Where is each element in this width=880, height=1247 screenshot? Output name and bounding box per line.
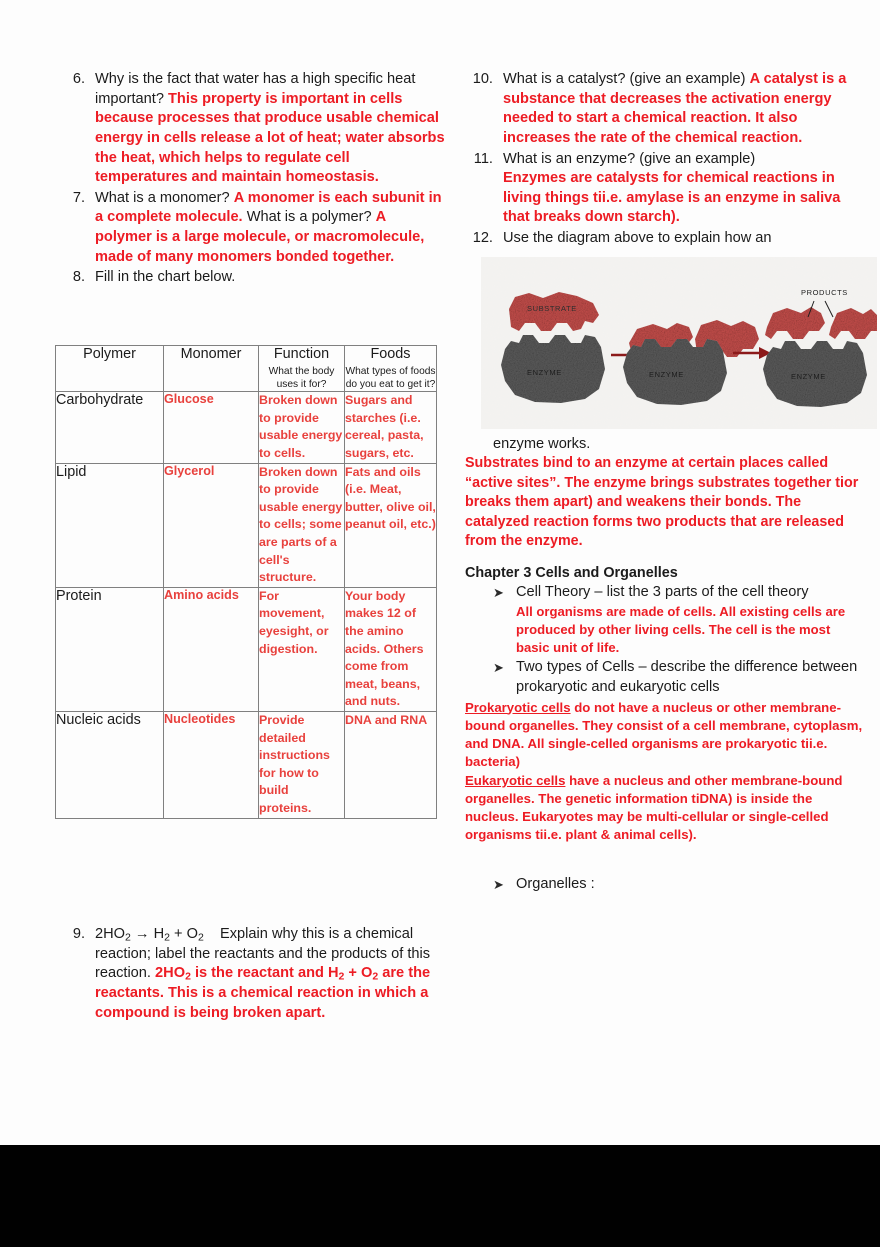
equation-product-2-sub: 2 bbox=[197, 931, 204, 944]
question-9 bbox=[55, 925, 445, 1023]
prokaryotic-answer bbox=[465, 699, 863, 772]
cell-function: Provide detailed instructions for how to build proteins. bbox=[259, 712, 345, 819]
bullet-organelles-label: Organelles : bbox=[516, 875, 595, 892]
question-9-equation bbox=[95, 926, 204, 942]
question-6-answer: This property is important in cells because processes that produce usable chemical energy in cells release a lot of heat; water absorbs the heat, which helps to regulate cell temperatures and maintain homeostasis. bbox=[95, 90, 445, 186]
table-row bbox=[56, 587, 437, 711]
panel-1-substrate-approaching bbox=[501, 292, 605, 403]
cell-function: Broken down to provide usable energy to cells. bbox=[259, 392, 345, 463]
question-7-answer-b: A polymer is a large molecule, or macromolecule, made of many monomers bonded together. bbox=[95, 209, 425, 265]
answer-reactant: 2HO bbox=[155, 965, 186, 982]
question-8 bbox=[55, 268, 445, 288]
equation-product-1-sub: 2 bbox=[164, 931, 170, 944]
column-header-function-sublabel: What the body uses it for? bbox=[268, 365, 335, 390]
answer-sub-2: 2 bbox=[338, 970, 345, 983]
question-12 bbox=[463, 229, 863, 249]
enzyme-label-1: ENZYME bbox=[527, 367, 562, 377]
arrow-bullet-icon: ➤ bbox=[493, 585, 504, 601]
bullet-organelles bbox=[463, 875, 863, 895]
question-10-number: 10. bbox=[472, 71, 493, 87]
cell-foods: Your body makes 12 of the amino acids. Others come from meat, beans, and nuts. bbox=[345, 587, 437, 711]
polymer-chart bbox=[55, 345, 436, 819]
cell-monomer: Amino acids bbox=[164, 587, 259, 711]
equation-product-2: + O bbox=[174, 926, 198, 942]
table-row bbox=[56, 392, 437, 463]
eukaryotic-answer bbox=[465, 772, 863, 845]
enzyme-diagram-svg bbox=[481, 257, 877, 429]
cell-foods: Fats and oils (i.e. Meat, butter, olive oil, peanut oil, etc.) bbox=[345, 463, 437, 587]
question-11 bbox=[463, 150, 863, 229]
cell-foods: DNA and RNA bbox=[345, 712, 437, 819]
cell-polymer: Lipid bbox=[56, 463, 164, 587]
question-9-text: Explain why this is a chemical reaction; label the reactants and the products of this reaction. bbox=[95, 926, 431, 982]
bullet-two-types-of-cells bbox=[463, 658, 863, 697]
question-9-block bbox=[55, 925, 445, 1024]
question-8-number: 8. bbox=[72, 269, 85, 286]
products-label: PRODUCTS bbox=[801, 287, 848, 297]
cell-foods: Sugars and starches (i.e. cereal, pasta, sugars, etc. bbox=[345, 392, 437, 463]
arrow-bullet-icon: ➤ bbox=[493, 876, 504, 892]
enzyme-substrate-reaction-diagram bbox=[481, 257, 877, 429]
table-header-row bbox=[56, 346, 437, 392]
right-column bbox=[463, 70, 863, 895]
column-header-polymer-label: Polymer bbox=[83, 346, 136, 362]
column-header-function bbox=[259, 346, 345, 392]
left-question-list bbox=[55, 70, 445, 288]
chapter-bullet-list bbox=[463, 583, 863, 697]
cell-polymer: Nucleic acids bbox=[56, 712, 164, 819]
equation-reactant: 2HO bbox=[95, 926, 126, 942]
question-12-number: 12. bbox=[472, 230, 493, 246]
question-7-number: 7. bbox=[72, 189, 85, 206]
question-11-number: 11. bbox=[473, 150, 493, 167]
question-6 bbox=[55, 70, 445, 188]
arrow-bullet-icon: ➤ bbox=[493, 660, 504, 676]
question-6-text: Why is the fact that water has a high specific heat important? bbox=[95, 71, 416, 107]
answer-text-4: are the reactants. This is a chemical reaction in which a compound is being broken apart. bbox=[95, 965, 431, 1021]
polymer-table bbox=[55, 345, 437, 819]
question-7-answer-a: A monomer is each subunit in a complete molecule. bbox=[95, 189, 442, 226]
cell-polymer: Protein bbox=[56, 587, 164, 711]
cell-function: For movement, eyesight, or digestion. bbox=[259, 587, 345, 711]
eukaryotic-term: Eukaryotic cells bbox=[465, 772, 566, 788]
question-6-number: 6. bbox=[72, 71, 85, 87]
right-question-list bbox=[463, 70, 863, 249]
bullet-cell-theory bbox=[463, 583, 863, 657]
question-10-text: What is a catalyst? (give an example) bbox=[503, 71, 746, 87]
question-11-text: What is an enzyme? (give an example) bbox=[503, 150, 756, 167]
prokaryotic-term: Prokaryotic cells bbox=[465, 699, 571, 715]
eukaryotic-answer-rest: have a nucleus and other membrane-bound organelles. The genetic information tiDNA) is inside the nucleus. Eukaryotes may be multi-cellular or single-celled organisms tii.e. plant & animal cells). bbox=[465, 772, 843, 843]
column-header-monomer-label: Monomer bbox=[180, 346, 242, 362]
enzyme-label-2: ENZYME bbox=[649, 369, 684, 379]
equation-reactant-sub: 2 bbox=[125, 931, 131, 944]
table-row bbox=[56, 463, 437, 587]
equation-product-1: H bbox=[153, 926, 165, 942]
enzyme-label-3: ENZYME bbox=[791, 371, 826, 381]
bullet-cell-theory-label: Cell Theory – list the 3 parts of the cell theory bbox=[516, 584, 809, 601]
bullet-two-types-label: Two types of Cells – describe the difference between prokaryotic and eukaryotic cells bbox=[516, 659, 858, 695]
question-7-text-b: What is a polymer? bbox=[246, 209, 372, 226]
question-7 bbox=[55, 189, 445, 268]
chapter-heading: Chapter 3 Cells and Organelles bbox=[465, 565, 678, 582]
cell-polymer: Carbohydrate bbox=[56, 392, 164, 463]
question-12-text-part1: Use the diagram above to explain how an bbox=[503, 230, 772, 246]
question-7-text-a: What is a monomer? bbox=[95, 189, 230, 206]
organelles-bullet-list bbox=[463, 875, 863, 895]
question-10-answer: A catalyst is a substance that decreases the activation energy needed to start a chemical reaction. It also increases the rate of the chemical reaction. bbox=[503, 71, 847, 146]
answer-sub-3: 2 bbox=[372, 970, 379, 983]
page-bottom-black-band bbox=[0, 1145, 880, 1247]
equation-arrow: → bbox=[134, 926, 150, 942]
answer-reactant-sub: 2 bbox=[185, 970, 191, 983]
question-11-answer: Enzymes are catalysts for chemical reactions in living things tii.e. amylase is an enzyme in saliva that breaks down starch). bbox=[503, 170, 841, 226]
column-header-monomer bbox=[164, 346, 259, 392]
column-header-function-label: Function bbox=[273, 346, 330, 362]
table-row bbox=[56, 712, 437, 819]
column-header-foods bbox=[345, 346, 437, 392]
bullet-cell-theory-answer: All organisms are made of cells. All existing cells are produced by other living cells. The cell is the most basic unit of life. bbox=[516, 604, 846, 656]
cell-function: Broken down to provide usable energy to cells; some are parts of a cell's structure. bbox=[259, 463, 345, 587]
substrate-label: SUBSTRATE bbox=[527, 303, 577, 313]
question-9-number: 9. bbox=[72, 926, 85, 942]
prokaryotic-answer-rest: do not have a nucleus or other membrane-bound organelles. They consist of a cell membrane, cytoplasm, and DNA. All single-celled organisms are prokaryotic tii.e. bacteria) bbox=[465, 699, 863, 770]
question-10 bbox=[463, 70, 863, 149]
question-8-text: Fill in the chart below. bbox=[95, 269, 236, 286]
column-header-foods-sublabel: What types of foods do you eat to get it? bbox=[345, 365, 436, 390]
answer-text-2: is the reactant and H bbox=[190, 965, 339, 982]
question-12-text-part2: enzyme works. bbox=[493, 435, 591, 452]
cell-monomer: Glycerol bbox=[164, 463, 259, 587]
cell-monomer: Nucleotides bbox=[164, 712, 259, 819]
left-column bbox=[55, 70, 445, 289]
column-header-foods-label: Foods bbox=[370, 346, 411, 362]
cell-monomer: Glucose bbox=[164, 392, 259, 463]
answer-text-3: + O bbox=[344, 965, 373, 982]
column-header-polymer bbox=[56, 346, 164, 392]
question-12-answer: Substrates bind to an enzyme at certain places called “active sites”. The enzyme brings substrates together tior breaks them apart) and weakens their bonds. The catalyzed reaction forms two products that are released from the enzyme. bbox=[465, 455, 859, 549]
